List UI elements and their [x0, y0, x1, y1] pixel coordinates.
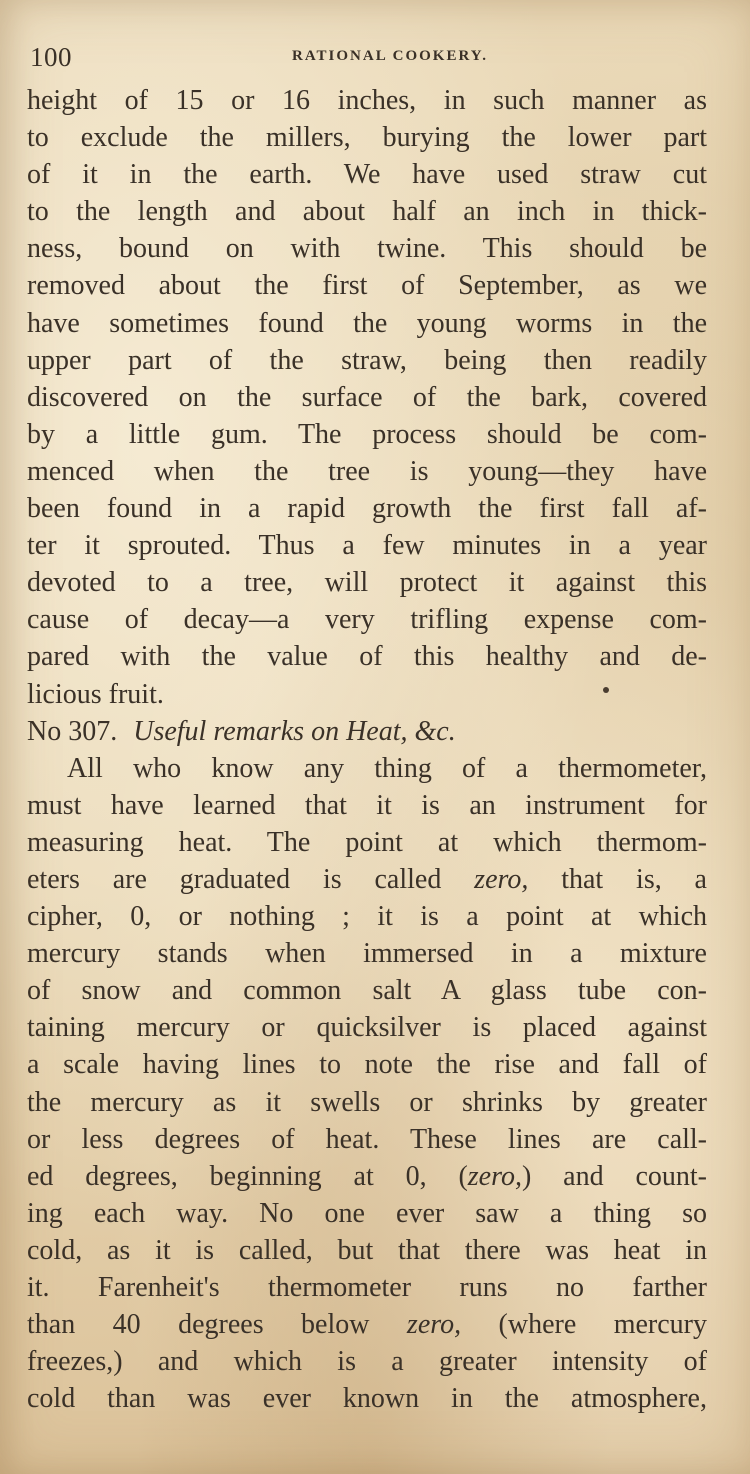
text-line: cold than was ever known in the atmosphere, — [27, 1383, 707, 1415]
text-line: licious fruit. — [27, 678, 164, 710]
text-line: ness, bound on with twine. This should be — [27, 233, 707, 265]
text-fragment: eters are graduated is called — [27, 863, 475, 895]
text-line: freezes,) and which is a greater intensity of — [27, 1346, 707, 1378]
text-line: measuring heat. The point at which thermom- — [27, 826, 707, 858]
text-line: cause of decay—a very trifling expense com- — [27, 604, 707, 636]
text-line: taining mercury or quicksilver is placed against — [27, 1012, 707, 1044]
text-line: of it in the earth. We have used straw cut — [27, 159, 707, 191]
text-line: or less degrees of heat. These lines are call- — [27, 1123, 707, 1155]
text-line: menced when the tree is young—they have — [27, 455, 707, 487]
text-line: ing each way. No one ever saw a thing so — [27, 1197, 707, 1229]
text-line — [27, 1158, 707, 1195]
text-line: devoted to a tree, will protect it against this — [27, 567, 707, 599]
text-line: pared with the value of this healthy and de- — [27, 641, 707, 673]
text-line: cipher, 0, or nothing ; it is a point at which — [27, 901, 707, 933]
text-line: to exclude the millers, burying the lower part — [27, 122, 707, 154]
running-head: RATIONAL COOKERY. — [291, 48, 488, 64]
text-line: height of 15 or 16 inches, in such manner as — [27, 85, 707, 116]
text-line: the mercury as it swells or shrinks by greater — [27, 1086, 707, 1118]
text-fragment: ed degrees, beginning at 0, ( — [27, 1160, 468, 1192]
section-title: Useful remarks on Heat, &c. — [133, 715, 456, 747]
text-line: a scale having lines to note the rise and fall of — [27, 1049, 707, 1081]
text-line: discovered on the surface of the bark, covered — [27, 381, 707, 413]
text-line: mercury stands when immersed in a mixture — [27, 938, 707, 970]
text-line: must have learned that it is an instrument for — [27, 789, 707, 821]
page-header — [30, 38, 720, 78]
text-line: removed about the first of September, as we — [27, 270, 707, 302]
page-number: 100 — [30, 42, 72, 72]
italic-term: zero, — [474, 863, 529, 895]
section-number: No 307. — [27, 715, 118, 747]
italic-term: zero, — [467, 1160, 522, 1192]
text-fragment: ) and count- — [521, 1160, 707, 1192]
text-line: have sometimes found the young worms in the — [27, 307, 707, 339]
section-heading — [27, 713, 707, 750]
text-line — [27, 1306, 707, 1343]
text-line: to the length and about half an inch in thick- — [27, 196, 707, 228]
text-line: it. Farenheit's thermometer runs no farther — [27, 1272, 707, 1303]
text-fragment: that is, a — [528, 863, 707, 895]
text-line: All who know any thing of a thermometer, — [67, 752, 707, 784]
body-text — [27, 82, 707, 1417]
text-line: by a little gum. The process should be com- — [27, 418, 707, 450]
text-line — [27, 861, 707, 898]
text-line: cold, as it is called, but that there was heat in — [27, 1234, 707, 1266]
text-line: of snow and common salt A glass tube con- — [27, 975, 707, 1007]
text-line: ter it sprouted. Thus a few minutes in a year — [27, 530, 707, 562]
text-line: upper part of the straw, being then readily — [27, 344, 707, 376]
text-fragment: (where mercury — [461, 1309, 708, 1341]
text-fragment: than 40 degrees below — [27, 1309, 407, 1341]
ink-speck — [603, 687, 609, 693]
text-line: been found in a rapid growth the first fall af- — [27, 493, 707, 525]
italic-term: zero, — [406, 1309, 462, 1341]
